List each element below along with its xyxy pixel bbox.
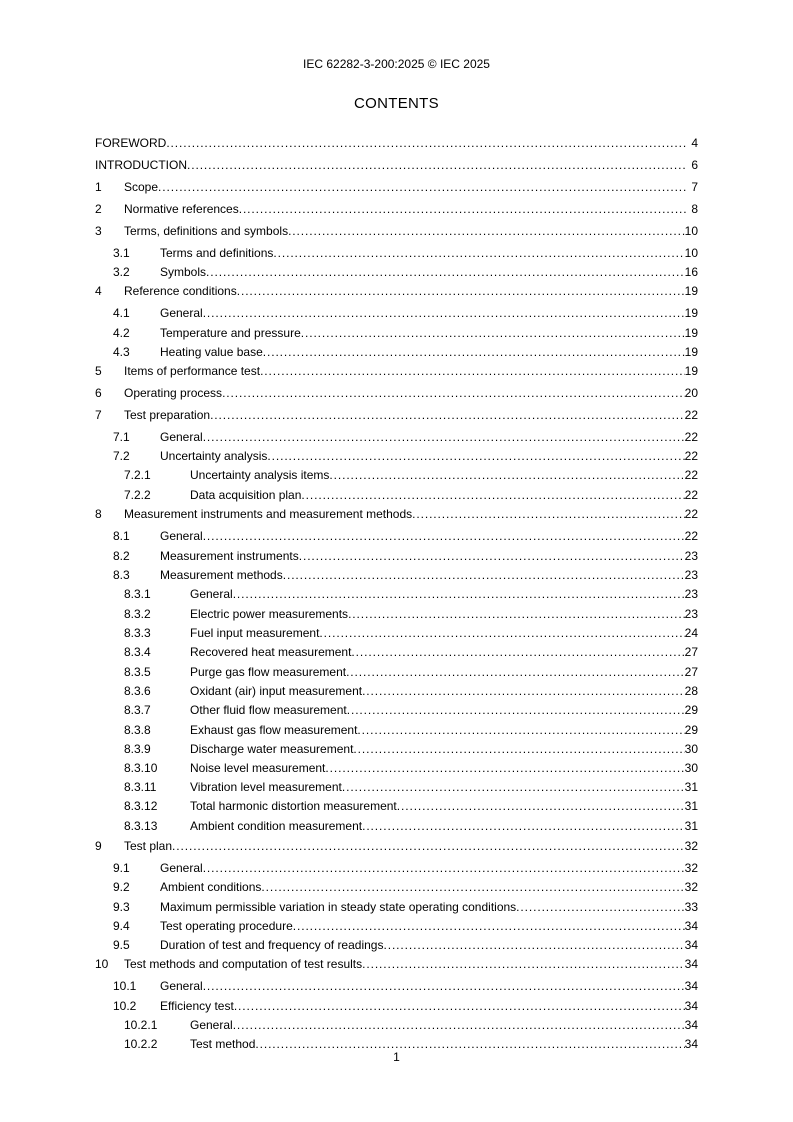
toc-entry[interactable] [95,428,698,446]
toc-leader-dots [233,585,685,603]
toc-leader-dots [362,682,685,700]
toc-leader-dots [353,740,684,758]
toc-entry-number: 8.3.7 [124,703,151,717]
toc-entry-title: Maximum permissible variation in steady state operating conditions [160,900,517,914]
document-header: IEC 62282-3-200:2025 © IEC 2025 [303,57,490,71]
toc-entry-page: 23 [684,568,698,582]
toc-leader-dots [273,244,684,262]
toc-entry-number: 10.1 [113,979,137,993]
toc-entry[interactable] [95,156,698,174]
toc-entry-number: 7 [95,408,102,422]
toc-entry-number: 5 [95,364,102,378]
toc-entry[interactable] [95,778,698,796]
toc-entry[interactable] [95,817,698,835]
toc-entry[interactable] [95,263,698,281]
toc-entry-title: Terms, definitions and symbols [124,224,289,238]
toc-entry-number: 8.3.6 [124,684,151,698]
toc-entry-title: Test methods and computation of test results [124,957,363,971]
toc-entry-number: 3.1 [113,246,130,260]
toc-entry-title: Electric power measurements [190,607,349,621]
toc-entry[interactable] [95,643,698,661]
toc-entry-title: Measurement instruments [160,549,299,563]
toc-leader-dots [299,547,685,565]
toc-entry-page: 22 [684,468,698,482]
toc-leader-dots [293,917,685,935]
toc-entry-page: 32 [684,861,698,875]
toc-leader-dots [362,955,685,973]
toc-entry-number: 8.3.3 [124,626,151,640]
toc-entry[interactable] [95,547,698,565]
toc-entry-number: 1 [95,180,102,194]
toc-leader-dots [347,701,685,719]
toc-entry[interactable] [95,527,698,545]
toc-entry-number: 10 [95,957,109,971]
toc-leader-dots [222,384,685,402]
toc-leader-dots [234,997,685,1015]
toc-entry-title: Measurement instruments and measurement methods [124,507,413,521]
toc-entry[interactable] [95,222,698,240]
toc-entry-title: Temperature and pressure [160,326,301,340]
toc-leader-dots [362,817,685,835]
toc-entry-number: 9.1 [113,861,130,875]
toc-entry-page: 34 [684,999,698,1013]
toc-entry-number: 9.3 [113,900,130,914]
toc-entry-title: Items of performance test [124,364,261,378]
toc-leader-dots [206,263,685,281]
toc-entry-number: 7.2.1 [124,468,151,482]
toc-entry-page: 10 [684,246,698,260]
toc-entry-page: 20 [684,386,698,400]
toc-entry-page: 19 [684,284,698,298]
toc-entry[interactable] [95,282,698,300]
toc-leader-dots [260,362,685,380]
toc-leader-dots [263,343,685,361]
toc-leader-dots [516,898,684,916]
toc-entry-title: Test preparation [124,408,211,422]
toc-entry-page: 31 [684,799,698,813]
toc-entry[interactable] [95,406,698,424]
toc-entry[interactable] [95,200,698,218]
toc-entry[interactable] [95,324,698,342]
toc-entry-page: 30 [684,761,698,775]
toc-leader-dots [288,222,685,240]
toc-entry-number: 2 [95,202,102,216]
toc-entry-title: Data acquisition plan [190,488,302,502]
toc-entry-title: Test operating procedure [160,919,293,933]
toc-leader-dots [172,837,685,855]
toc-entry[interactable] [95,682,698,700]
toc-entry[interactable] [95,384,698,402]
toc-leader-dots [412,505,685,523]
toc-entry-title: Normative references [124,202,239,216]
toc-entry-title: Reference conditions [124,284,237,298]
toc-entry[interactable] [95,740,698,758]
toc-entry-number: 9.5 [113,938,130,952]
toc-entry[interactable] [95,721,698,739]
toc-entry-page: 22 [684,529,698,543]
page-title: CONTENTS [354,95,439,112]
toc-entry-title: General [160,430,203,444]
toc-entry-page: 23 [684,587,698,601]
toc-entry-page: 19 [684,345,698,359]
toc-entry-number: 10.2.2 [124,1037,158,1051]
page-number: 1 [393,1050,400,1064]
toc-leader-dots [203,304,685,322]
toc-leader-dots [239,200,686,218]
toc-entry[interactable] [95,1016,698,1034]
toc-leader-dots [351,643,684,661]
toc-entry[interactable] [95,859,698,877]
toc-entry-number: 8.3.5 [124,665,151,679]
toc-entry[interactable] [95,955,698,973]
toc-entry[interactable] [95,244,698,262]
toc-entry[interactable] [95,701,698,719]
toc-entry-number: 8.3.4 [124,645,151,659]
toc-leader-dots [342,778,685,796]
toc-leader-dots [203,977,685,995]
toc-entry[interactable] [95,362,698,380]
toc-entry-number: 8.3.11 [124,780,157,794]
toc-entry[interactable] [95,605,698,623]
toc-entry[interactable] [95,466,698,484]
toc-entry-title: Uncertainty analysis [160,449,268,463]
toc-leader-dots [329,466,684,484]
toc-entry-page: 32 [684,839,698,853]
toc-entry[interactable] [95,585,698,603]
toc-entry-title: General [160,861,203,875]
toc-entry-number: 8.3.2 [124,607,151,621]
toc-entry-page: 34 [684,979,698,993]
toc-entry-number: 4.1 [113,306,130,320]
toc-entry-page: 24 [684,626,698,640]
toc-entry-title: Recovered heat measurement [190,645,352,659]
toc-entry-title: INTRODUCTION [95,158,187,172]
toc-entry-page: 19 [684,326,698,340]
toc-entry-title: FOREWORD [95,136,167,150]
toc-entry-number: 8.1 [113,529,130,543]
toc-entry[interactable] [95,878,698,896]
toc-entry-page: 8 [691,202,698,216]
toc-entry-number: 8.3.1 [124,587,151,601]
toc-entry-title: Measurement methods [160,568,283,582]
toc-entry-number: 8.3.9 [124,742,151,756]
toc-leader-dots [187,156,686,174]
toc-entry[interactable] [95,663,698,681]
toc-entry[interactable] [95,304,698,322]
toc-entry-number: 9.4 [113,919,130,933]
toc-entry-title: Oxidant (air) input measurement [190,684,363,698]
toc-entry-title: Operating process [124,386,223,400]
toc-entry-title: General [190,1018,233,1032]
toc-entry-number: 3.2 [113,265,130,279]
toc-entry-page: 22 [684,488,698,502]
toc-leader-dots [267,447,684,465]
toc-entry[interactable] [95,837,698,855]
toc-entry-number: 8 [95,507,102,521]
toc-entry[interactable] [95,898,698,916]
toc-leader-dots [166,134,686,152]
toc-leader-dots [203,859,685,877]
toc-entry-number: 8.2 [113,549,130,563]
toc-leader-dots [203,428,685,446]
toc-entry[interactable] [95,917,698,935]
toc-entry-page: 22 [684,430,698,444]
toc-entry-page: 4 [691,136,698,150]
toc-entry-number: 9.2 [113,880,130,894]
toc-entry-number: 10.2.1 [124,1018,158,1032]
toc-entry-number: 7.2.2 [124,488,151,502]
toc-leader-dots [325,759,684,777]
toc-entry[interactable] [95,977,698,995]
toc-entry-title: General [160,306,203,320]
toc-entry-title: Scope [124,180,159,194]
toc-entry-page: 31 [684,819,698,833]
toc-leader-dots [283,566,685,584]
toc-entry[interactable] [95,134,698,152]
toc-entry-title: Heating value base [160,345,263,359]
toc-entry-number: 4.3 [113,345,130,359]
toc-leader-dots [203,527,685,545]
toc-entry[interactable] [95,447,698,465]
toc-leader-dots [383,936,684,954]
toc-entry-page: 27 [684,665,698,679]
toc-entry-title: Fuel input measurement [190,626,320,640]
toc-entry-page: 33 [684,900,698,914]
toc-entry-number: 3 [95,224,102,238]
toc-entry-number: 8.3.13 [124,819,158,833]
toc-entry-page: 27 [684,645,698,659]
toc-entry-title: Uncertainty analysis items [190,468,330,482]
toc-entry-number: 10.2 [113,999,137,1013]
toc-entry-page: 34 [684,919,698,933]
toc-entry-title: Discharge water measurement [190,742,354,756]
toc-entry-title: General [160,979,203,993]
toc-entry-page: 29 [684,723,698,737]
toc-entry-page: 23 [684,549,698,563]
toc-entry[interactable] [95,505,698,523]
toc-leader-dots [348,605,685,623]
toc-entry[interactable] [95,797,698,815]
toc-entry-page: 34 [684,938,698,952]
toc-entry-page: 29 [684,703,698,717]
toc-entry-title: General [160,529,203,543]
toc-entry-page: 6 [691,158,698,172]
toc-entry-title: Terms and definitions [160,246,274,260]
toc-entry-page: 34 [684,1018,698,1032]
toc-entry-title: Total harmonic distortion measurement [190,799,397,813]
toc-entry-title: Duration of test and frequency of readings [160,938,384,952]
toc-leader-dots [237,282,685,300]
toc-entry[interactable] [95,624,698,642]
toc-entry-title: Test method [190,1037,256,1051]
toc-entry-number: 8.3 [113,568,130,582]
toc-leader-dots [357,721,684,739]
toc-entry-title: Purge gas flow measurement [190,665,347,679]
toc-entry-page: 34 [684,957,698,971]
toc-leader-dots [301,486,684,504]
toc-entry-page: 10 [684,224,698,238]
toc-entry-page: 28 [684,684,698,698]
toc-leader-dots [301,324,685,342]
toc-entry-number: 6 [95,386,102,400]
toc-entry-title: Symbols [160,265,207,279]
toc-entry-title: General [190,587,233,601]
toc-entry-title: Ambient conditions [160,880,262,894]
toc-leader-dots [233,1016,685,1034]
toc-entry-title: Other fluid flow measurement [190,703,347,717]
toc-entry-page: 16 [684,265,698,279]
toc-entry-page: 22 [684,408,698,422]
toc-entry-page: 32 [684,880,698,894]
toc-entry-number: 9 [95,839,102,853]
toc-entry-title: Vibration level measurement [190,780,342,794]
toc-leader-dots [210,406,685,424]
toc-leader-dots [261,878,684,896]
toc-entry[interactable] [95,936,698,954]
toc-leader-dots [319,624,684,642]
toc-entry-number: 7.2 [113,449,130,463]
toc-entry-number: 4.2 [113,326,130,340]
toc-entry-number: 4 [95,284,102,298]
toc-entry-page: 22 [684,449,698,463]
toc-entry-page: 34 [684,1037,698,1051]
toc-leader-dots [158,178,686,196]
toc-entry-page: 22 [684,507,698,521]
toc-entry-page: 19 [684,364,698,378]
toc-entry-title: Test plan [124,839,173,853]
toc-entry-number: 8.3.10 [124,761,158,775]
toc-entry[interactable] [95,343,698,361]
toc-entry-number: 7.1 [113,430,130,444]
toc-entry[interactable] [95,566,698,584]
toc-entry[interactable] [95,178,698,196]
toc-entry-page: 30 [684,742,698,756]
toc-entry-page: 19 [684,306,698,320]
toc-entry[interactable] [95,997,698,1015]
toc-leader-dots [346,663,685,681]
toc-entry-title: Ambient condition measurement [190,819,363,833]
toc-entry-page: 31 [684,780,698,794]
toc-entry-number: 8.3.8 [124,723,151,737]
toc-entry[interactable] [95,759,698,777]
toc-leader-dots [397,797,685,815]
toc-entry-title: Exhaust gas flow measurement [190,723,358,737]
toc-entry-title: Efficiency test [160,999,234,1013]
toc-entry-title: Noise level measurement [190,761,326,775]
toc-entry-page: 7 [691,180,698,194]
toc-entry-number: 8.3.12 [124,799,158,813]
toc-entry[interactable] [95,486,698,504]
toc-entry-page: 23 [684,607,698,621]
